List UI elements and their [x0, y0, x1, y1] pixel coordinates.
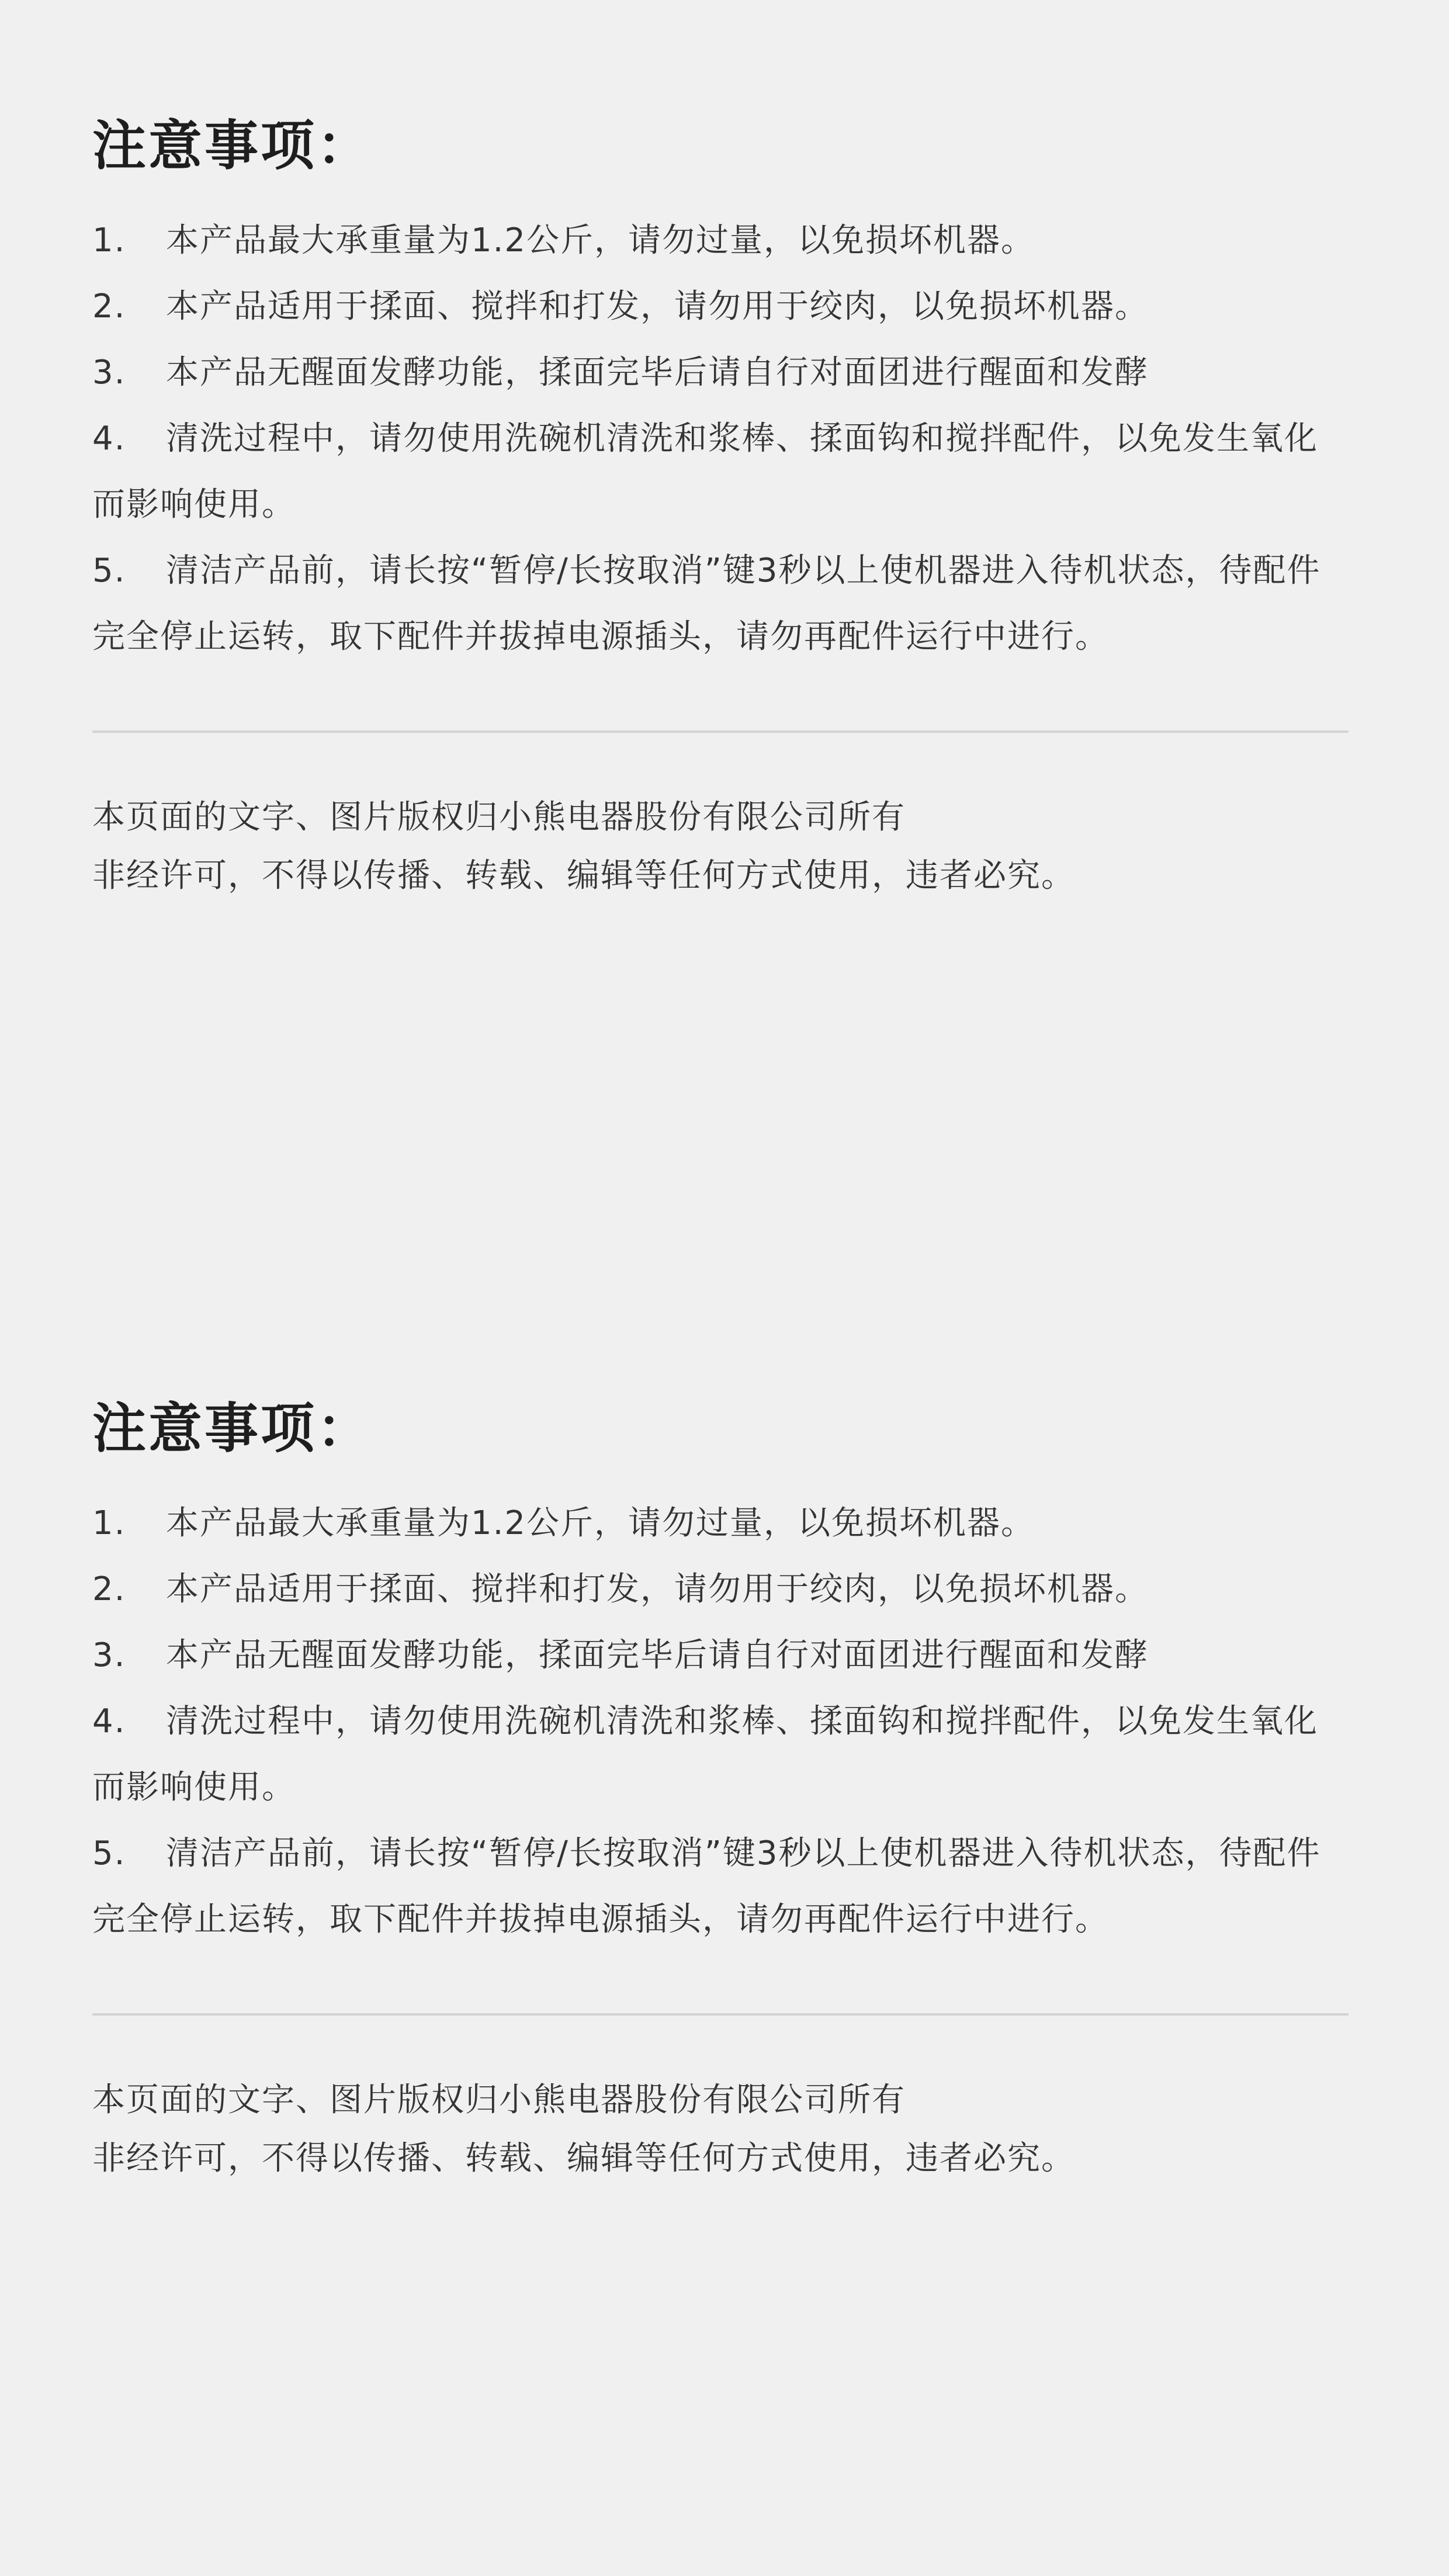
notice-list — [92, 1490, 1349, 1952]
notice-item-number: 3. — [92, 1636, 126, 1674]
copyright-line: 非经许可，不得以传播、转载、编辑等任何方式使用，违者必究。 — [92, 2139, 1075, 2177]
notice-item-text: 本产品适用于揉面、搅拌和打发，请勿用于绞肉，以免损坏机器。 — [166, 288, 1149, 326]
notice-item — [92, 1556, 1349, 1622]
notice-item — [92, 1688, 1349, 1820]
notice-section-2 — [92, 1397, 1349, 2188]
notice-list — [92, 207, 1349, 670]
notice-item-text: 清洗过程中，请勿使用洗碗机清洗和浆棒、揉面钩和搅拌配件，以免发生氧化而影响使用。 — [92, 420, 1318, 524]
notice-item — [92, 340, 1349, 406]
notice-item-number: 4. — [92, 420, 126, 458]
notice-item-text: 本产品无醒面发酵功能，揉面完毕后请自行对面团进行醒面和发酵 — [166, 1636, 1149, 1674]
notice-item-text: 本产品最大承重量为1.2公斤，请勿过量，以免损坏机器。 — [166, 221, 1035, 259]
section-divider — [92, 730, 1349, 733]
notice-item-number: 1. — [92, 221, 126, 259]
notice-title: 注意事项： — [92, 115, 373, 177]
notice-item — [92, 538, 1349, 670]
copyright-line: 本页面的文字、图片版权归小熊电器股份有限公司所有 — [92, 798, 906, 836]
copyright-line: 非经许可，不得以传播、转载、编辑等任何方式使用，违者必究。 — [92, 857, 1075, 895]
notice-item-text: 本产品适用于揉面、搅拌和打发，请勿用于绞肉，以免损坏机器。 — [166, 1570, 1149, 1608]
notice-item-text: 本产品无醒面发酵功能，揉面完毕后请自行对面团进行醒面和发酵 — [166, 354, 1149, 392]
notice-item-number: 3. — [92, 354, 126, 392]
notice-item — [92, 1820, 1349, 1952]
notice-item — [92, 1622, 1349, 1688]
notice-section-1 — [92, 114, 1349, 905]
notice-item-number: 1. — [92, 1504, 126, 1542]
notice-item — [92, 406, 1349, 538]
section-divider — [92, 2013, 1349, 2016]
copyright-line: 本页面的文字、图片版权归小熊电器股份有限公司所有 — [92, 2081, 906, 2119]
notice-title: 注意事项： — [92, 1397, 373, 1460]
notice-item-number: 5. — [92, 1834, 126, 1872]
copyright-notice — [92, 2071, 1349, 2188]
notice-item-number: 2. — [92, 1570, 126, 1608]
notice-item — [92, 207, 1349, 273]
notice-item-number: 4. — [92, 1702, 126, 1740]
notice-item — [92, 273, 1349, 340]
notice-item-text: 清洗过程中，请勿使用洗碗机清洗和浆棒、揉面钩和搅拌配件，以免发生氧化而影响使用。 — [92, 1702, 1318, 1806]
notice-item-number: 5. — [92, 552, 126, 590]
notice-item-text: 清洁产品前，请长按“暂停/长按取消”键3秒以上使机器进入待机状态，待配件完全停止运转，取下配件并拔掉电源插头，请勿再配件运行中进行。 — [92, 1834, 1321, 1938]
notice-item-number: 2. — [92, 288, 126, 326]
notice-item-text: 本产品最大承重量为1.2公斤，请勿过量，以免损坏机器。 — [166, 1504, 1035, 1542]
notice-item — [92, 1490, 1349, 1556]
notice-item-text: 清洁产品前，请长按“暂停/长按取消”键3秒以上使机器进入待机状态，待配件完全停止运转，取下配件并拔掉电源插头，请勿再配件运行中进行。 — [92, 552, 1321, 656]
copyright-notice — [92, 788, 1349, 905]
